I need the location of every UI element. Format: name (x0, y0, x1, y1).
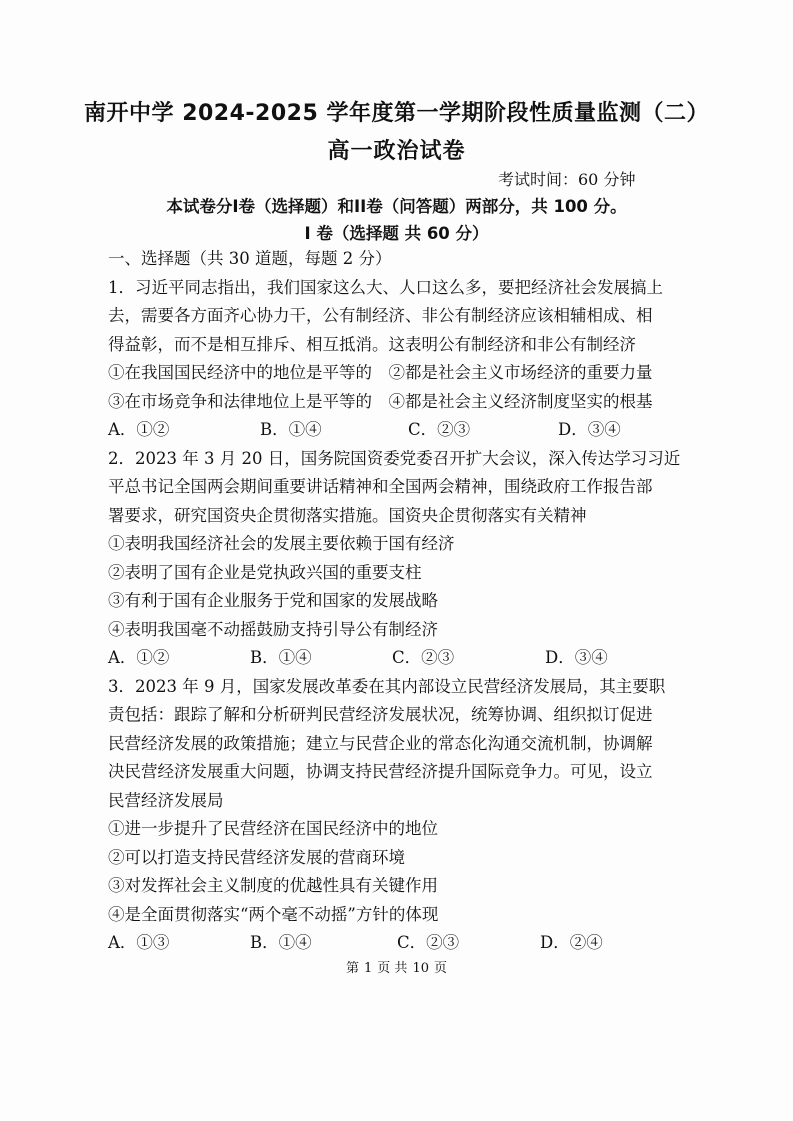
option-c: C．②③ (408, 420, 471, 439)
question-text-line: 民营经济发展局 (108, 790, 224, 810)
page-number: 1 (364, 961, 373, 976)
question-text-line: 责包括：跟踪了解和分析研判民营经济发展状况，统筹协调、组织拟订促进 (108, 705, 653, 724)
question-3 (108, 673, 700, 958)
statement-line: ④表明我国毫不动摇鼓励支持引导公有制经济 (108, 619, 438, 639)
option-b: B．①④ (250, 933, 312, 952)
statement-line: ①在我国国民经济中的地位是平等的 ②都是社会主义市场经济的重要力量 (108, 363, 653, 382)
question-text-line: 得益彰，而不是相互排斥、相互抵消。这表明公有制经济和非公有制经济 (108, 334, 636, 354)
question-text-line: 3．2023 年 9 月，国家发展改革委在其内部设立民营经济发展局，其主要职 (108, 676, 666, 696)
option-d: D．③④ (545, 648, 608, 667)
footer-middle: 页 共 (377, 961, 408, 976)
exam-intro: 本试卷分I卷（选择题）和II卷（问答题）两部分，共 100 分。 (166, 197, 627, 216)
question-area (108, 245, 700, 958)
exam-title: 南开中学 2024-2025 学年度第一学期阶段性质量监测（二） (84, 101, 709, 126)
question-text-line: 决民营经济发展重大问题，协调支持民营经济提升国际竞争力。可见，设立 (108, 762, 653, 781)
statement-line: ②可以打造支持民营经济发展的营商环境 (108, 847, 405, 867)
statement-line: ③对发挥社会主义制度的优越性具有关键作用 (108, 876, 438, 895)
option-a: A．①② (108, 648, 170, 667)
question-text-line: 民营经济发展的政策措施；建立与民营企业的常态化沟通交流机制，协调解 (108, 733, 653, 753)
statement-line: ①表明我国经济社会的发展主要依赖于国有经济 (108, 534, 455, 553)
answer-options (108, 416, 700, 445)
section-title: I 卷（选择题 共 60 分） (304, 224, 489, 243)
answer-options (108, 929, 700, 958)
question-text-line: 2．2023 年 3 月 20 日，国务院国资委党委召开扩大会议，深入传达学习习近 (108, 448, 681, 468)
option-c: C．②③ (397, 933, 460, 952)
statement-line: ②表明了国有企业是党执政兴国的重要支柱 (108, 562, 422, 582)
exam-subtitle: 高一政治试卷 (327, 139, 466, 164)
exam-time: 考试时间：60 分钟 (498, 170, 636, 189)
option-b: B．①④ (250, 648, 312, 667)
statement-line: ③在市场竞争和法律地位上是平等的 ④都是社会主义经济制度坚实的根基 (108, 391, 653, 411)
statement-line: ④是全面贯彻落实“两个毫不动摇”方针的体现 (108, 904, 439, 924)
question-text-line: 去，需要各方面齐心协力干，公有制经济、非公有制经济应该相辅相成、相 (108, 306, 653, 325)
answer-options (108, 644, 700, 673)
footer-prefix: 第 (346, 961, 360, 976)
option-b: B．①④ (260, 420, 322, 439)
question-2 (108, 445, 700, 673)
footer-suffix: 页 (433, 961, 447, 976)
statement-line: ③有利于国有企业服务于党和国家的发展战略 (108, 591, 438, 610)
question-text-line: 平总书记全国两会期间重要讲话精神和全国两会精神，围绕政府工作报告部 (108, 477, 653, 496)
option-a: A．①③ (108, 933, 170, 952)
question-1 (108, 274, 700, 445)
question-text-line: 署要求，研究国资央企贯彻落实措施。国资央企贯彻落实有关精神 (108, 505, 587, 525)
page-total: 10 (412, 961, 429, 976)
option-d: D．②④ (540, 933, 603, 952)
section-intro: 一、选择题（共 30 道题，每题 2 分） (108, 249, 392, 268)
option-a: A．①② (108, 420, 170, 439)
option-c: C．②③ (392, 648, 455, 667)
page-footer (0, 957, 793, 976)
option-d: D．③④ (558, 420, 621, 439)
question-text-line: 1．习近平同志指出，我们国家这么大、人口这么多，要把经济社会发展搞上 (108, 277, 663, 297)
statement-line: ①进一步提升了民营经济在国民经济中的地位 (108, 819, 438, 838)
